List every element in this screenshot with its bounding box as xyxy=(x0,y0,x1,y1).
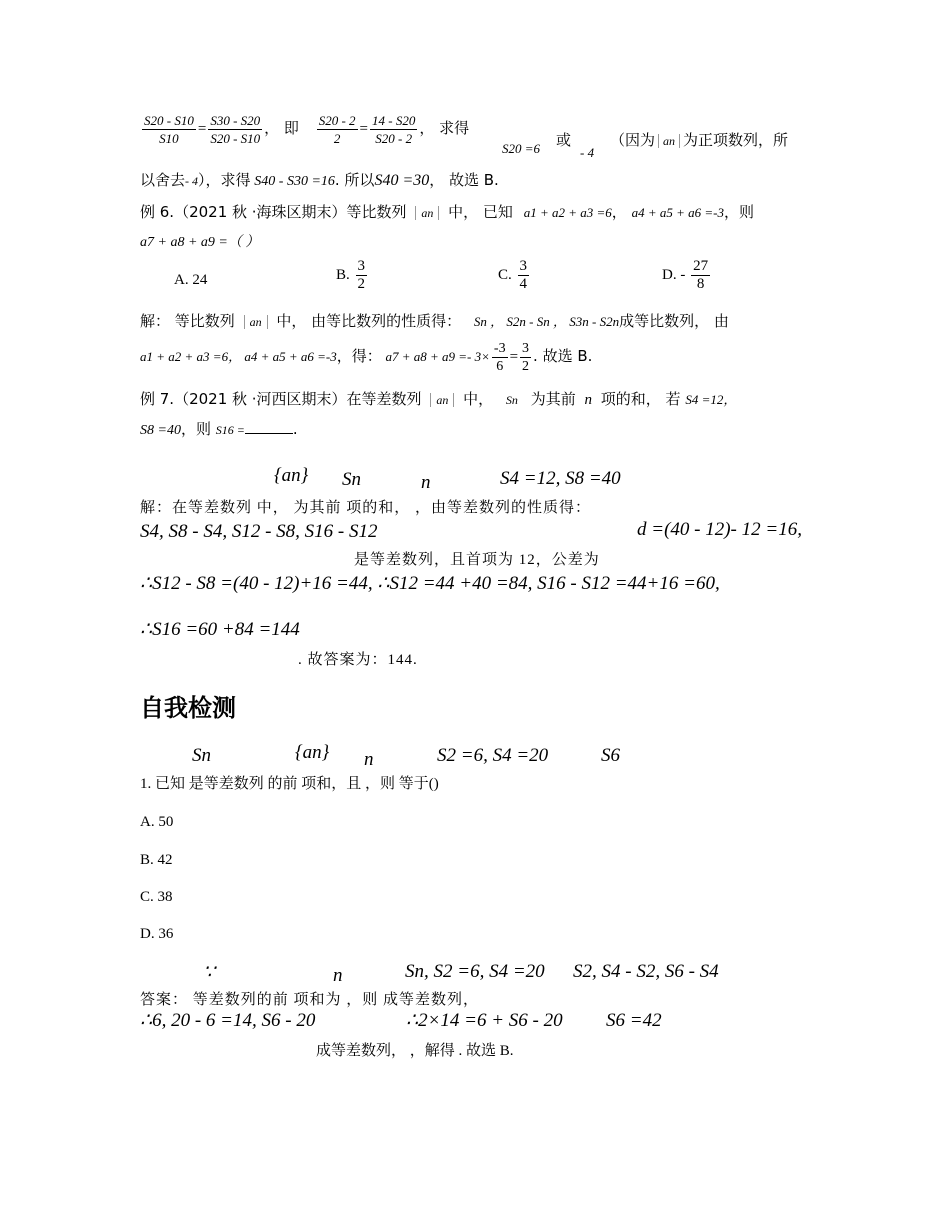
fraction-numerator: S30 - S20 xyxy=(210,113,261,128)
math: Sn ， S2n - Sn ， S3n - S2n xyxy=(473,314,620,329)
text: 为其前 xyxy=(530,390,576,408)
fraction xyxy=(356,258,368,293)
math: a7 + a8 + a9 =（ ） xyxy=(140,235,260,250)
fraction-numerator: 3 xyxy=(522,341,530,356)
q1-formula-sn: Sn xyxy=(192,745,211,766)
q1-answer-line-1: 答案： 等差数列的前 项和为 ，则 成等差数列， xyxy=(140,992,480,1008)
text: 例 7.（2021 秋 ·河西区期末）在等差数列 xyxy=(140,390,422,408)
q1-formula-n: n xyxy=(364,749,374,770)
text: ），求得 xyxy=(198,171,251,189)
text: ，则 xyxy=(180,420,211,438)
math: S8 =40 xyxy=(140,423,181,438)
option-b[interactable] xyxy=(336,258,369,293)
example-6-solution-1 xyxy=(140,311,729,332)
example-6-question xyxy=(140,232,259,253)
ex7-solution-2a: S4, S8 - S4, S12 - S8, S16 - S12 xyxy=(140,521,378,542)
sequence-an: an xyxy=(430,393,454,407)
answer-blank[interactable] xyxy=(245,419,293,434)
s20-value: S20 =6 xyxy=(502,141,541,156)
q1-formula-cond: S2 =6, S4 =20 xyxy=(437,745,549,766)
fraction xyxy=(208,112,262,147)
q1-answer-n: n xyxy=(333,965,343,986)
fraction-denominator: 8 xyxy=(696,276,705,292)
text: 成等比数列， 由 xyxy=(619,312,729,330)
fraction xyxy=(520,340,531,375)
fraction xyxy=(370,112,417,147)
q1-option-b[interactable]: B. 42 xyxy=(140,852,173,868)
ex7-solution-6: . 故答案为：144. xyxy=(298,652,418,668)
fraction-denominator: S20 - 2 xyxy=(375,131,413,146)
fraction-numerator: 3 xyxy=(519,258,528,274)
math: a1 + a2 + a3 =6 xyxy=(523,205,612,220)
fraction xyxy=(492,340,508,375)
ex7-formula-an: {an} xyxy=(274,465,309,486)
eq-line-1 xyxy=(140,112,469,160)
math: n xyxy=(584,392,592,408)
math: S16 = xyxy=(215,423,245,437)
text: 中， 已知 xyxy=(448,203,513,221)
fraction-denominator: 2 xyxy=(522,359,530,374)
reason-rest: 为正项数列，所 xyxy=(683,131,789,149)
option-c[interactable] xyxy=(498,258,531,293)
option-label: B. xyxy=(336,266,350,283)
text: ，得： xyxy=(336,346,382,365)
q1-answer-cond: Sn, S2 =6, S4 =20 xyxy=(405,961,545,982)
ex7-formula-sn: Sn xyxy=(342,469,361,490)
fraction xyxy=(518,258,530,293)
q1-answer-line-2b: ∴2×14 =6 + S6 - 20 xyxy=(406,1010,563,1031)
ex7-solution-3: 是等差数列，且首项为 12，公差为 xyxy=(354,552,600,568)
text: ， xyxy=(611,203,627,221)
math: S40 - S30 =16 xyxy=(254,174,335,189)
fraction xyxy=(691,258,710,293)
option-a[interactable]: A. 24 xyxy=(174,272,208,288)
option-d[interactable] xyxy=(662,258,712,293)
ex7-solution-2b: d =(40 - 12)- 12 =16, xyxy=(637,519,802,540)
fraction-numerator: 3 xyxy=(357,258,366,274)
fraction-numerator: S20 - 2 xyxy=(318,113,356,128)
sequence-an: an xyxy=(244,315,268,329)
fraction-denominator: S10 xyxy=(159,131,179,146)
fraction-denominator: 4 xyxy=(519,276,528,292)
section-heading: 自我检测 xyxy=(140,694,236,722)
math: Sn xyxy=(505,393,518,407)
fraction xyxy=(317,112,358,147)
text: ， 故选 B. xyxy=(429,171,499,189)
example-7-title xyxy=(140,389,736,410)
math: a4 + a5 + a6 =-3 xyxy=(631,205,724,220)
fraction-denominator: S20 - S10 xyxy=(210,131,261,146)
minus-four: - 4 xyxy=(580,145,595,160)
text: 项的和， 若 xyxy=(600,390,681,408)
eq-line-2 xyxy=(140,170,499,192)
ex7-solution-5: ∴S16 =60 +84 =144 xyxy=(140,619,300,640)
text: 中， xyxy=(463,390,494,408)
equals-sign: = xyxy=(359,120,368,137)
text: ，则 xyxy=(723,203,754,221)
q1-formula-an: {an} xyxy=(295,742,330,763)
option-label: D. - xyxy=(662,266,686,283)
fraction-numerator: S20 - S10 xyxy=(144,113,194,128)
math: a1 + a2 + a3 =6， a4 + a5 + a6 =-3 xyxy=(140,348,337,364)
fraction-denominator: 2 xyxy=(333,131,341,146)
q1-answer-line-2a: ∴6, 20 - 6 =14, S6 - 20 xyxy=(140,1010,316,1031)
text: 以舍去 xyxy=(140,171,186,189)
text: . 所以 xyxy=(334,171,375,189)
example-6-title xyxy=(140,202,754,223)
text-qiude: ， 求得 xyxy=(419,118,470,137)
math: a7 + a8 + a9 =- 3× xyxy=(385,348,490,364)
math: S40 =30 xyxy=(374,172,430,189)
fraction xyxy=(142,112,196,147)
q1-option-c[interactable]: C. 38 xyxy=(140,889,173,905)
ex7-solution-1: 解：在等差数列 中， 为其前 项的和， ，由等差数列的性质得： xyxy=(140,500,592,516)
sequence-an: an xyxy=(658,134,680,148)
q1-answer-line-3: 成等差数列， ，解得 . 故选 B. xyxy=(316,1043,514,1059)
q1-option-d[interactable]: D. 36 xyxy=(140,926,174,942)
q1-formula-s6: S6 xyxy=(601,745,620,766)
text: 例 6.（2021 秋 ·海珠区期末）等比数列 xyxy=(140,203,407,221)
fraction-numerator: 14 - S20 xyxy=(372,113,416,128)
text: . xyxy=(292,420,298,438)
text: 解： 等比数列 xyxy=(140,312,235,330)
math: S4 =12， xyxy=(685,392,737,407)
option-label: C. xyxy=(498,266,512,283)
ex7-solution-4: ∴S12 - S8 =(40 - 12)+16 =44, ∴S12 =44 +40 =84, S16 - S12 =44+16 =60, xyxy=(140,573,720,594)
fraction-numerator: 27 xyxy=(693,258,709,274)
ex7-formula-n: n xyxy=(421,472,431,493)
q1-text: 1. 已知 是等差数列 的前 项和，且 ，则 等于() xyxy=(140,776,439,792)
example-7-line-2 xyxy=(140,419,298,441)
fraction-denominator: 2 xyxy=(357,276,366,292)
q1-answer-line-2c: S6 =42 xyxy=(606,1010,662,1031)
reason-text xyxy=(610,130,788,151)
text: . 故选 B. xyxy=(533,346,593,365)
q1-answer-because: ∵ xyxy=(203,962,216,983)
equals-sign: = xyxy=(509,348,519,365)
sequence-an: an xyxy=(415,206,439,220)
q1-option-a[interactable]: A. 50 xyxy=(140,814,174,830)
text-ji: ， 即 xyxy=(264,118,299,137)
text-huo: 或 xyxy=(556,131,572,149)
q1-answer-cond2: S2, S4 - S2, S6 - S4 xyxy=(573,961,719,982)
text: 中， 由等比数列的性质得： xyxy=(276,312,462,330)
fraction-numerator: -3 xyxy=(493,341,506,356)
reason-open: （因为 xyxy=(610,131,656,149)
math: - 4 xyxy=(185,174,199,188)
ex7-formula-cond: S4 =12, S8 =40 xyxy=(500,468,621,489)
equals-sign: = xyxy=(197,120,207,137)
example-6-solution-2 xyxy=(140,340,592,380)
fraction-denominator: 6 xyxy=(496,359,504,374)
